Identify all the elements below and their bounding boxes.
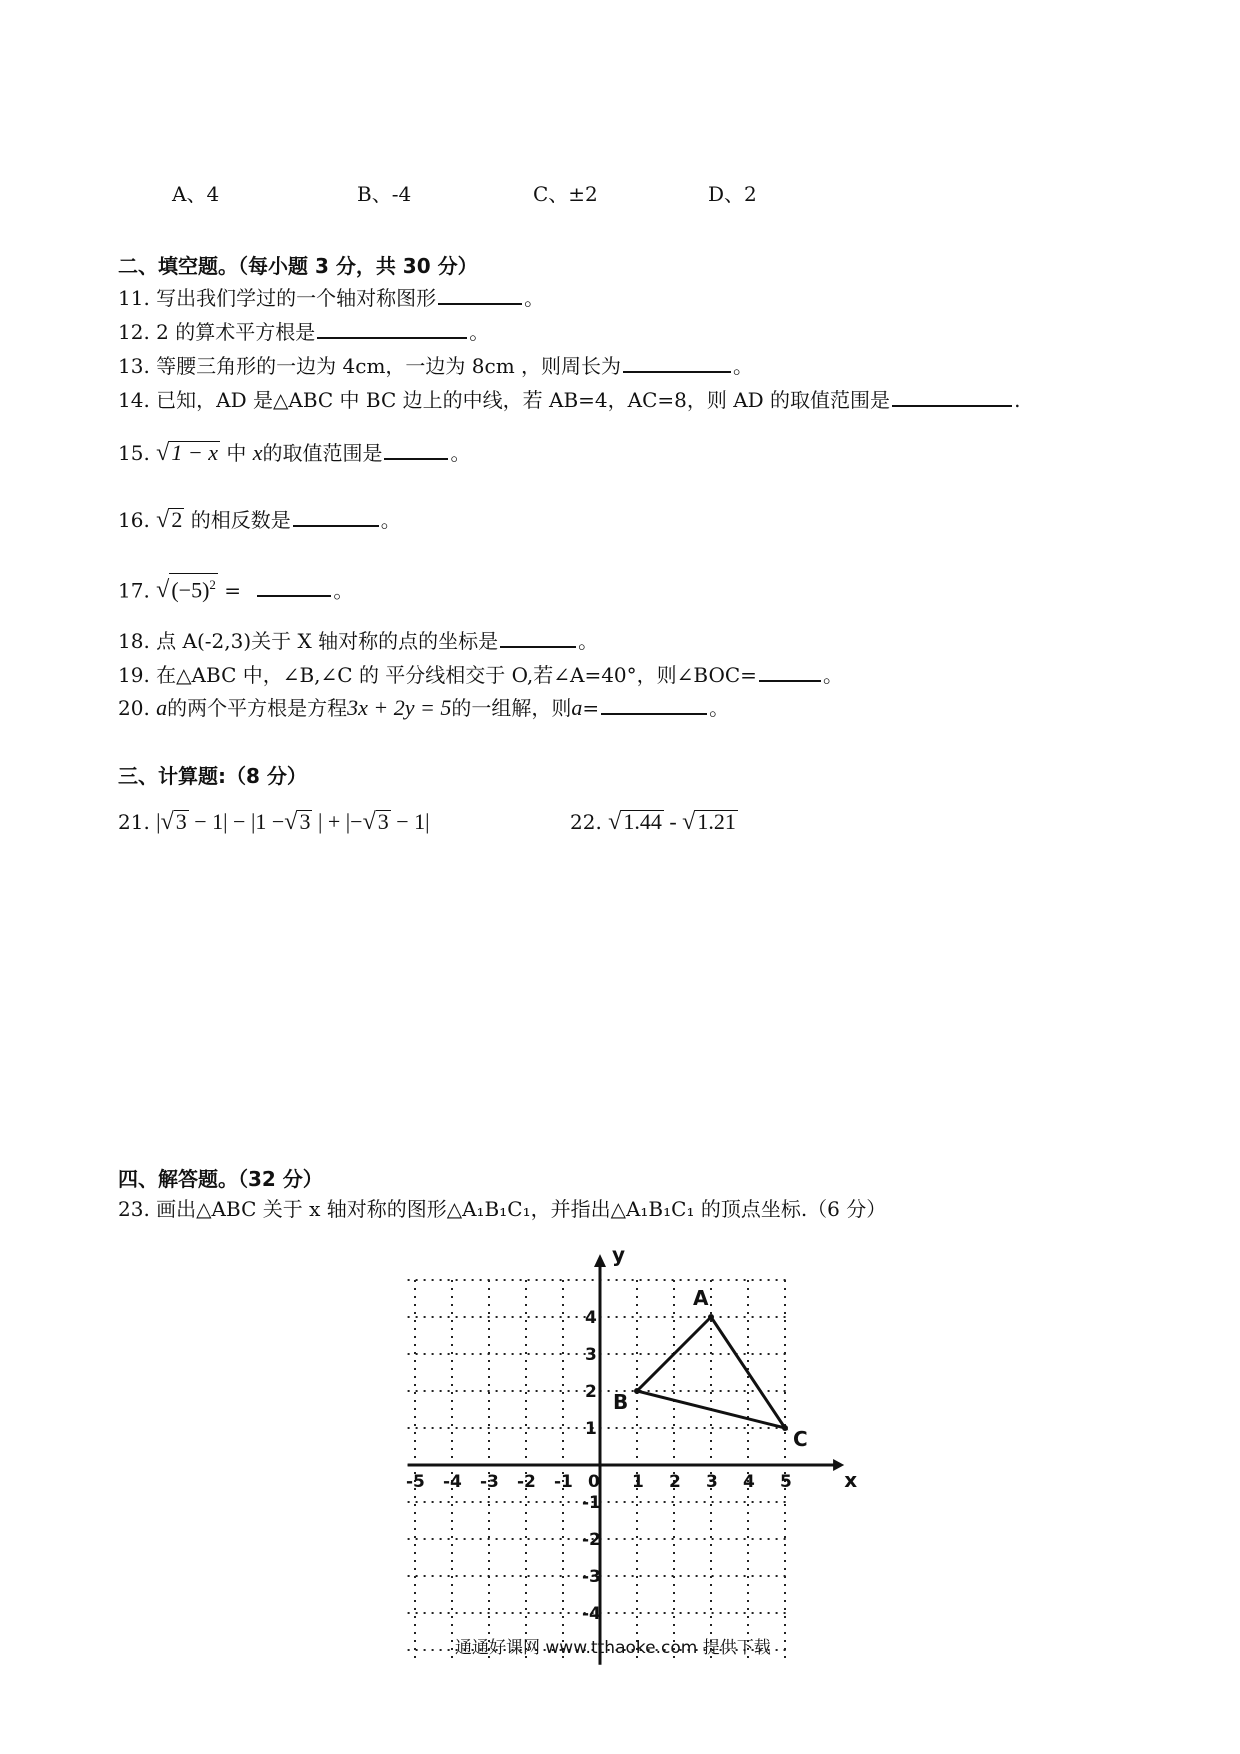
q19-answer-blank[interactable] <box>759 660 821 682</box>
q17-answer-blank[interactable] <box>257 575 331 597</box>
q20-number: 20. <box>118 696 150 720</box>
q14-end: . <box>1014 388 1021 412</box>
question-19 <box>118 660 843 689</box>
question-15 <box>118 438 470 467</box>
q17-number: 17. <box>118 578 150 603</box>
page-footer: 通通好课网 www.tthaoke.com 提供下载 <box>455 1638 771 1658</box>
q15-mid: 中 <box>226 441 247 465</box>
q18-number: 18. <box>118 629 150 653</box>
q15-answer-blank[interactable] <box>384 438 448 460</box>
q17-radicand: (−5) <box>171 577 210 603</box>
q20-answer-blank[interactable] <box>601 693 707 715</box>
q18-text: 点 A(-2,3)关于 X 轴对称的点的坐标是 <box>156 629 499 653</box>
q20-text-2: 的一组解，则 <box>451 696 572 720</box>
q22-number: 22. <box>570 810 602 834</box>
q16-end: 。 <box>380 508 401 532</box>
section-fill-in-title: 二、填空题。（每小题 3 分，共 30 分） <box>118 254 478 278</box>
q14-text: 已知，AD 是△ABC 中 BC 边上的中线，若 AB=4，AC=8，则 AD 的取值范围是 <box>156 388 891 412</box>
y-tick-label: -1 <box>582 1493 601 1513</box>
q20-equals: = <box>582 696 600 720</box>
y-tick-label: 2 <box>585 1382 597 1402</box>
y-axis-label: y <box>612 1242 626 1267</box>
question-23 <box>118 1195 886 1223</box>
choice-a: A、4 <box>172 182 220 206</box>
vertex-b <box>634 1388 640 1394</box>
q15-end: 。 <box>450 441 471 465</box>
x-tick-label: -5 <box>406 1472 425 1492</box>
question-21: 21. |√3 − 1| − |1 −√3 | + |−√3 − 1| <box>118 809 430 835</box>
q17-exponent: 2 <box>209 577 216 592</box>
question-14 <box>118 385 1020 414</box>
q15-radicand: 1 − x <box>171 440 218 465</box>
q19-text: 在△ABC 中，∠B,∠C 的 平分线相交于 O,若∠A=40°，则∠BOC= <box>156 663 757 687</box>
y-tick-label: -4 <box>582 1604 601 1624</box>
q14-answer-blank[interactable] <box>892 385 1012 407</box>
q12-answer-blank[interactable] <box>317 317 467 339</box>
x-tick-label: 5 <box>780 1472 792 1492</box>
q17-radical-sign: √ <box>156 577 170 604</box>
q15-variable: x <box>252 440 263 465</box>
q16-text: 的相反数是 <box>190 508 291 532</box>
q13-text: 等腰三角形的一边为 4cm，一边为 8cm ，则周长为 <box>156 354 622 378</box>
q21-radicand-3: 3 <box>377 809 389 834</box>
q11-number: 11. <box>118 286 150 310</box>
q20-variable-2: a <box>571 695 583 720</box>
y-tick-label: 3 <box>585 1345 597 1365</box>
q15-number: 15. <box>118 441 150 465</box>
q20-variable: a <box>156 695 168 720</box>
origin-label: 0 <box>588 1472 600 1492</box>
q18-end: 。 <box>578 629 599 653</box>
q23-number: 23. <box>118 1197 150 1221</box>
q13-answer-blank[interactable] <box>623 351 731 373</box>
vertex-a <box>708 1314 714 1320</box>
x-tick-label: 3 <box>706 1472 718 1492</box>
x-tick-label: -2 <box>517 1472 536 1492</box>
coordinate-grid <box>400 1230 858 1630</box>
q21-part-4: − 1| <box>396 809 430 834</box>
q16-number: 16. <box>118 508 150 532</box>
q23-text: 画出△ABC 关于 x 轴对称的图形△A₁B₁C₁，并指出△A₁B₁C₁ 的顶点坐标.（6 分） <box>156 1197 887 1221</box>
q21-radicand-2: 3 <box>299 809 311 834</box>
y-tick-label: -2 <box>582 1530 601 1550</box>
q11-end: 。 <box>524 286 545 310</box>
x-tick-label: -4 <box>443 1472 462 1492</box>
q22-radicand-2: 1.21 <box>697 809 736 834</box>
q20-equation: 3x + 2y = 5 <box>347 695 452 720</box>
q22-radicand-1: 1.44 <box>623 809 662 834</box>
q12-number: 12. <box>118 320 150 344</box>
question-13 <box>118 351 753 380</box>
q15-text: 的取值范围是 <box>262 441 383 465</box>
q21-part-2: − 1| − |1 − <box>194 809 285 834</box>
choice-c: C、±2 <box>533 182 598 206</box>
q21-part-3: | + |− <box>317 809 363 834</box>
vertex-label-c: C <box>793 1427 808 1451</box>
q21-part-1: | <box>156 809 161 834</box>
q14-number: 14. <box>118 388 150 412</box>
choice-b: B、-4 <box>357 182 412 206</box>
q21-radicand-1: 3 <box>175 809 187 834</box>
question-11 <box>118 283 544 312</box>
q12-end: 。 <box>469 320 490 344</box>
q12-text: 2 的算术平方根是 <box>156 320 316 344</box>
y-axis-arrow <box>594 1254 606 1267</box>
question-12 <box>118 317 489 346</box>
section-answer-title: 四、解答题。（32 分） <box>118 1167 323 1191</box>
q11-answer-blank[interactable] <box>438 283 522 305</box>
q19-number: 19. <box>118 663 150 687</box>
y-tick-label: 4 <box>585 1308 597 1328</box>
axes <box>408 1254 845 1665</box>
choice-d: D、2 <box>708 182 757 206</box>
y-tick-label: -3 <box>582 1567 601 1587</box>
q16-radical-sign: √ <box>156 507 170 533</box>
q20-end: 。 <box>709 696 730 720</box>
question-20 <box>118 693 729 722</box>
q22-minus: - <box>669 809 677 834</box>
x-tick-label: 1 <box>632 1472 644 1492</box>
x-tick-label: -3 <box>480 1472 499 1492</box>
y-tick-label: 1 <box>585 1419 597 1439</box>
q18-answer-blank[interactable] <box>500 626 576 648</box>
vertex-label-b: B <box>613 1390 629 1414</box>
q17-equals: = <box>224 578 242 603</box>
q16-radicand: 2 <box>171 507 183 532</box>
vertex-label-a: A <box>693 1286 709 1310</box>
q13-number: 13. <box>118 354 150 378</box>
q15-radical-sign: √ <box>156 440 170 466</box>
q19-end: 。 <box>822 663 843 687</box>
q11-text: 写出我们学过的一个轴对称图形 <box>156 286 437 310</box>
x-tick-label: 4 <box>743 1472 755 1492</box>
q17-end: 。 <box>333 578 354 603</box>
q13-end: 。 <box>733 354 754 378</box>
x-axis-arrow <box>833 1459 844 1471</box>
section-calculation-title: 三、计算题:（8 分） <box>118 764 307 788</box>
q20-text-1: 的两个平方根是方程 <box>167 696 348 720</box>
triangle-abc <box>634 1314 788 1431</box>
x-tick-label: 2 <box>669 1472 681 1492</box>
tick-labels <box>406 1243 857 1625</box>
q16-answer-blank[interactable] <box>293 505 379 527</box>
x-axis-label: x <box>844 1468 858 1492</box>
q21-number: 21. <box>118 810 150 834</box>
x-tick-label: -1 <box>554 1472 573 1492</box>
question-17 <box>118 573 353 604</box>
question-22: 22. √1.44 - √1.21 <box>570 809 736 835</box>
triangle-outline <box>637 1317 785 1428</box>
vertex-c <box>782 1425 788 1431</box>
question-18 <box>118 626 598 655</box>
question-16 <box>118 505 401 534</box>
